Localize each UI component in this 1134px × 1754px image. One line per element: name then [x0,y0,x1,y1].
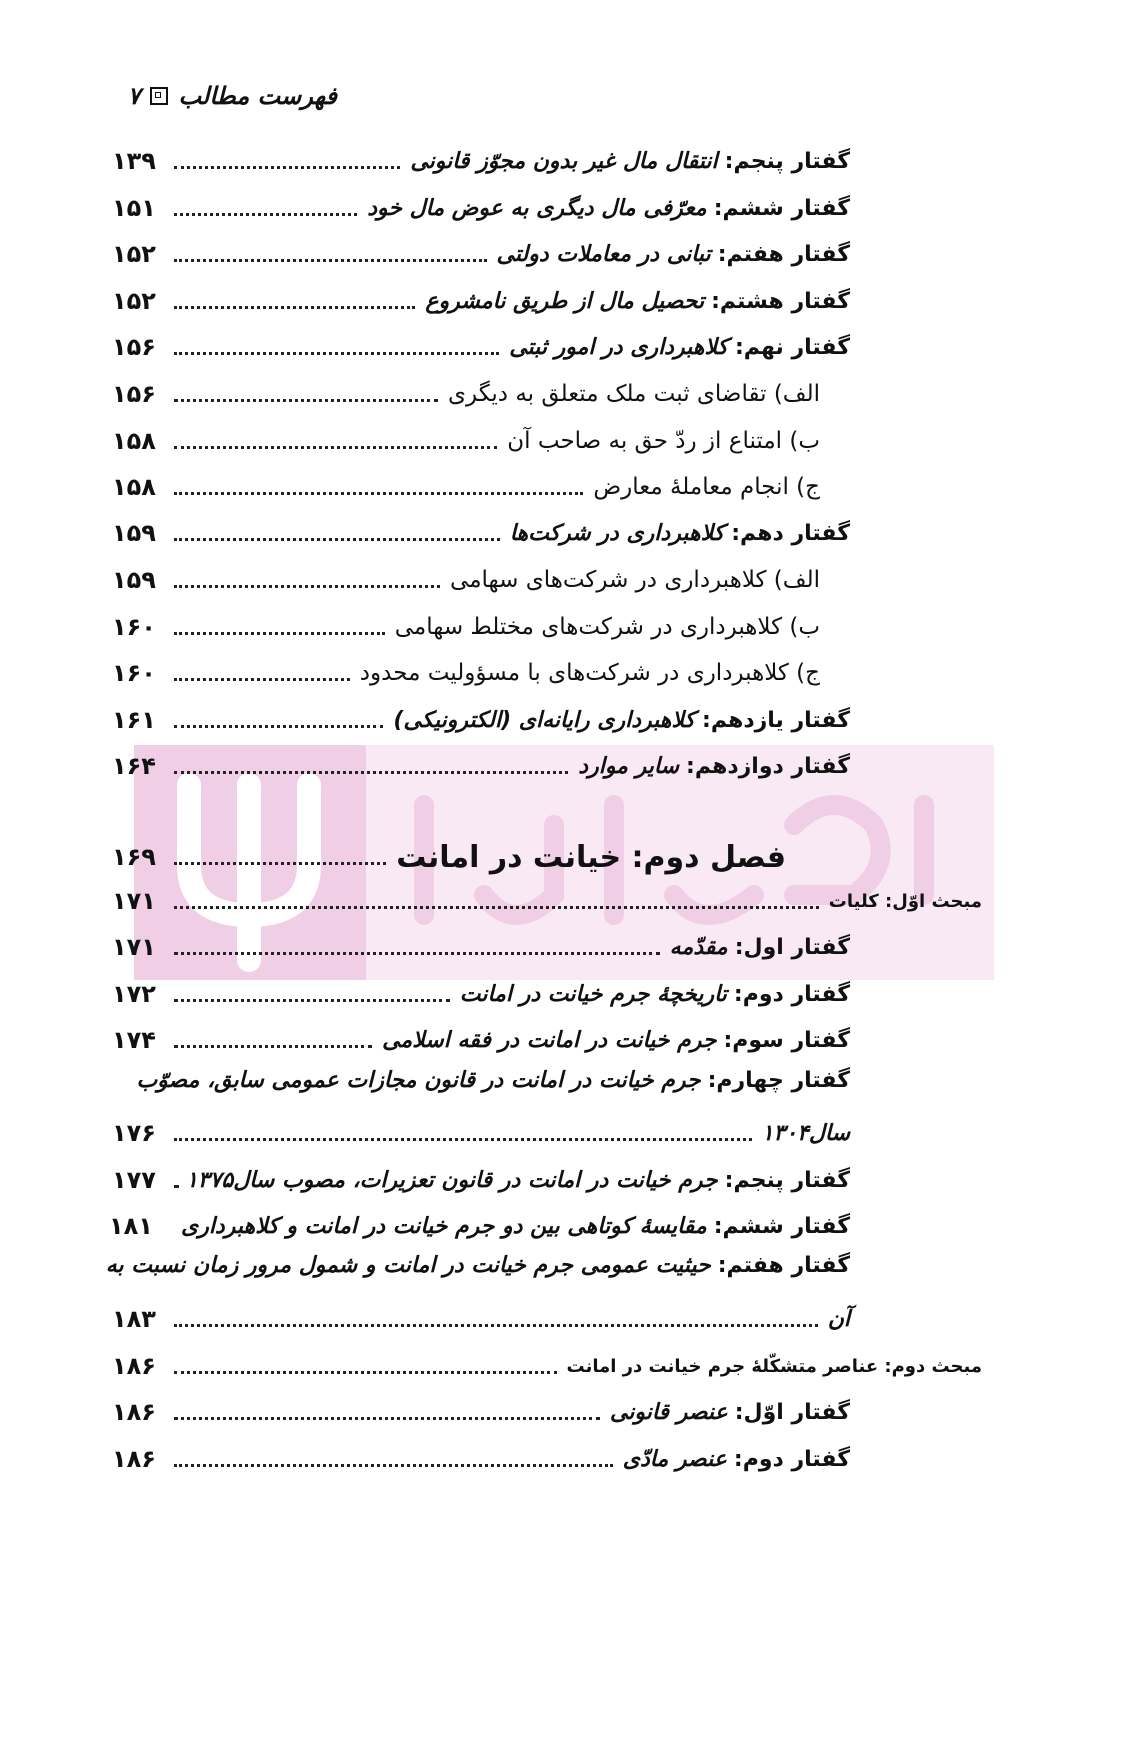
toc-page-number: ۱۵۶ [112,333,156,361]
toc-page-number: ۱۶۴ [112,752,156,780]
toc-entry-title: سال۱۳۰۴ [761,1120,850,1146]
leader-dots [174,1138,752,1141]
toc-entry-title: ج) کلاهبرداری در شرکت‌های با مسؤولیت محدود [359,660,820,686]
toc-entry-title: گفتار دهم: کلاهبرداری در شرکت‌ها [509,520,850,546]
leader-dots [174,952,660,955]
toc-page-number: ۱۵۸ [112,473,156,501]
toc-entry-title: گفتار پنجم: جرم خیانت در امانت در قانون تعزیرات، مصوب سال۱۳۷۵ [185,1167,850,1193]
toc-page-number: ۱۸۶ [112,1445,156,1473]
toc-entry-title: گفتار نهم: کلاهبرداری در امور ثبتی [509,334,850,360]
toc-subentry[interactable] [112,652,820,694]
leader-dots [174,306,415,309]
leader-dots [174,906,819,909]
toc-entry[interactable] [112,187,850,229]
toc-entry[interactable] [112,1438,850,1480]
toc-page-number: ۱۵۹ [112,519,156,547]
leader-dots [174,1371,557,1374]
toc-page-number: ۱۵۹ [112,566,156,594]
toc-page-number: ۱۳۹ [112,147,156,175]
toc-entry-title: گفتار پنجم: انتقال مال غیر بدون مجوّز قانونی [410,148,850,174]
toc-entry-title: گفتار هشتم: تحصیل مال از طریق نامشروع [425,288,850,314]
leader-dots [174,446,497,449]
toc-page-number: ۱۵۲ [112,240,156,268]
leader-dots [174,771,568,774]
leader-dots [174,1045,372,1048]
leader-dots [174,999,450,1002]
toc-entry-continuation[interactable] [112,1112,850,1154]
toc-entry[interactable] [112,280,850,322]
toc-page-number: ۱۸۱ [108,1212,153,1240]
toc-entry-title: گفتار ششم: مقایسهٔ کوتاهی بین دو جرم خیانت در امانت و کلاهبرداری [180,1213,850,1239]
toc-subentry[interactable] [112,466,820,508]
section-title: مبحث اوّل: کلیات [828,890,982,912]
toc-subentry[interactable] [112,420,820,462]
toc-page-number: ۱۷۱ [112,887,156,915]
toc-entry[interactable] [108,1205,850,1247]
leader-dots [174,862,386,865]
toc-subentry[interactable] [112,373,820,415]
toc-entry-title: گفتار دوم: عنصر مادّی [622,1446,850,1472]
toc-page-number: ۱۷۲ [112,980,156,1008]
toc-page-number: ۱۵۲ [112,287,156,315]
toc-entry[interactable] [112,233,850,275]
toc-section-heading[interactable] [112,1345,982,1387]
toc-entry-continuation[interactable] [112,1298,850,1340]
toc-entry-title: گفتار یازدهم: کلاهبرداری رایانه‌ای (الکترونیکی) [393,707,850,733]
toc-entry[interactable] [112,326,850,368]
toc-page-number: ۱۷۷ [112,1166,156,1194]
leader-dots [174,1185,176,1188]
toc-entry[interactable] [112,1391,850,1433]
toc-entry-title: گفتار هفتم: تبانی در معاملات دولتی [496,241,850,267]
toc-page-number: ۱۶۰ [112,659,156,687]
leader-dots [174,166,400,169]
toc-page-number: ۱۵۶ [112,380,156,408]
toc-page-number: ۱۷۱ [112,933,156,961]
chapter-title: فصل دوم: خیانت در امانت [396,839,786,875]
toc-entry-title: گفتار اول: مقدّمه [669,934,850,960]
header-page-number: ۷ [127,82,141,110]
section-title: مبحث دوم: عناصر متشکّلهٔ جرم خیانت در امانت [566,1355,982,1377]
header-title: فهرست مطالب [178,82,337,110]
toc-entry[interactable] [112,1019,850,1061]
toc-entry[interactable] [112,699,850,741]
leader-dots [174,585,440,588]
toc-page-number: ۱۶۰ [112,613,156,641]
leader-dots [174,352,499,355]
toc-entry-title: گفتار دوم: تاریخچهٔ جرم خیانت در امانت [459,981,850,1007]
toc-page-number: ۱۷۴ [112,1026,156,1054]
toc-entry[interactable] [112,1159,850,1201]
toc-chapter-heading[interactable] [112,832,786,882]
toc-page-number: ۱۵۸ [112,427,156,455]
leader-dots [174,399,438,402]
toc-page-number: ۱۸۶ [112,1398,156,1426]
leader-dots [174,678,350,681]
toc-entry[interactable] [112,512,850,554]
toc-entry-wrapped-line[interactable]: گفتار چهارم: جرم خیانت در امانت در قانون مجازات عمومی سابق، مصوّب [136,1068,850,1093]
leader-dots [174,632,385,635]
toc-entry-title: گفتار ششم: معرّفی مال دیگری به عوض مال خود [367,195,850,221]
leader-dots [174,725,383,728]
toc-entry-title: گفتار سوم: جرم خیانت در امانت در فقه اسلامی [382,1027,850,1053]
leader-dots [174,213,357,216]
toc-entry[interactable] [112,140,850,182]
toc-entry-title: الف) کلاهبرداری در شرکت‌های سهامی [450,567,820,593]
toc-page-number: ۱۸۶ [112,1352,156,1380]
toc-entry-title: گفتار دوازدهم: سایر موارد [578,753,850,779]
toc-section-heading[interactable] [112,880,982,922]
toc-entry-wrapped-line[interactable]: گفتار هفتم: حیثیت عمومی جرم خیانت در امانت و شمول مرور زمان نسبت به [105,1253,850,1278]
leader-dots [174,1464,613,1467]
toc-subentry[interactable] [112,559,820,601]
toc-page-number: ۱۶۹ [112,843,156,871]
leader-dots [174,538,500,541]
toc-entry[interactable] [112,973,850,1015]
toc-page-number: ۱۶۱ [112,706,156,734]
leader-dots [174,259,487,262]
toc-entry[interactable] [112,745,850,787]
toc-entry-title: ب) کلاهبرداری در شرکت‌های مختلط سهامی [394,614,820,640]
toc-page-number: ۱۸۳ [112,1305,156,1333]
leader-dots [174,1417,600,1420]
toc-entry-title: گفتار اوّل: عنصر قانونی [609,1399,850,1425]
toc-page-number: ۱۷۶ [112,1119,156,1147]
toc-subentry[interactable] [112,606,820,648]
toc-entry-title: ج) انجام معاملهٔ معارض [593,474,820,500]
leader-dots [174,1324,818,1327]
toc-entry-title: ب) امتناع از ردّ حق به صاحب آن [507,428,820,454]
toc-entry-title: آن [827,1306,850,1332]
leader-dots [174,492,583,495]
toc-entry-title: الف) تقاضای ثبت ملک متعلق به دیگری [448,381,820,407]
toc-entry[interactable] [112,926,850,968]
toc-page-number: ۱۵۱ [112,194,156,222]
